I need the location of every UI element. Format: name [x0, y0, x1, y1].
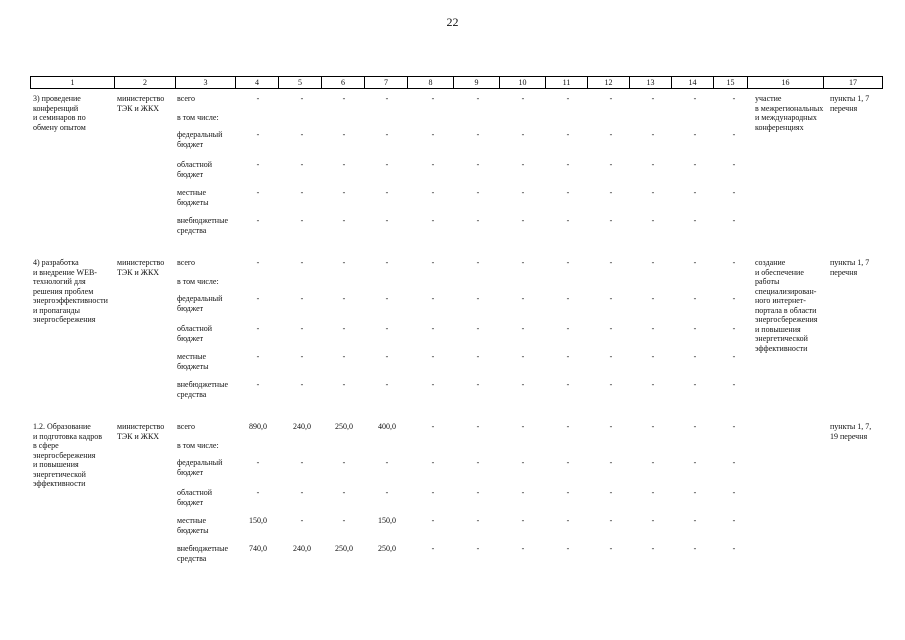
funding-value: - — [431, 488, 435, 497]
funding-source-label: внебюджетные средства — [177, 216, 228, 235]
responsible-ministry: министерство ТЭК и ЖКХ — [117, 422, 165, 441]
funding-value: - — [732, 130, 736, 139]
column-header-11: 11 — [546, 77, 588, 89]
funding-value: - — [385, 160, 389, 169]
funding-value: - — [300, 130, 304, 139]
funding-value: - — [300, 258, 304, 267]
funding-value: - — [431, 94, 435, 103]
funding-value: - — [342, 160, 346, 169]
funding-value: - — [385, 258, 389, 267]
column-header-9: 9 — [454, 77, 500, 89]
funding-source-label: всего — [177, 258, 196, 267]
funding-value: - — [732, 258, 736, 267]
funding-value: - — [693, 160, 697, 169]
funding-value: - — [521, 130, 525, 139]
funding-value: - — [476, 216, 480, 225]
funding-value: - — [342, 352, 346, 361]
funding-source-label: местные бюджеты — [177, 516, 209, 535]
funding-value: - — [693, 258, 697, 267]
column-header-3: 3 — [176, 77, 236, 89]
funding-value: - — [566, 380, 570, 389]
funding-value: - — [566, 324, 570, 333]
funding-value: - — [300, 324, 304, 333]
funding-value: - — [566, 160, 570, 169]
column-header-2: 2 — [115, 77, 176, 89]
funding-value: - — [431, 544, 435, 553]
funding-source-label: областной бюджет — [177, 488, 213, 507]
funding-value: - — [521, 458, 525, 467]
measure-title: 1.2. Образование и подготовка кадров в сфере энергосбережения и повышения энергетической эффективности — [33, 422, 103, 488]
funding-value: - — [732, 94, 736, 103]
funding-value: - — [521, 94, 525, 103]
funding-value: - — [566, 488, 570, 497]
funding-value: - — [732, 516, 736, 525]
funding-value: - — [651, 294, 655, 303]
funding-value: - — [693, 188, 697, 197]
funding-value: - — [732, 544, 736, 553]
funding-value: - — [476, 258, 480, 267]
funding-source-label: федеральный бюджет — [177, 130, 223, 149]
funding-value: - — [342, 258, 346, 267]
funding-value: - — [566, 188, 570, 197]
column-header-1: 1 — [31, 77, 115, 89]
funding-value: - — [732, 324, 736, 333]
funding-source-label: федеральный бюджет — [177, 458, 223, 477]
funding-value: - — [732, 488, 736, 497]
funding-value: - — [342, 294, 346, 303]
funding-value: - — [300, 294, 304, 303]
funding-value: - — [300, 188, 304, 197]
funding-value: - — [732, 352, 736, 361]
funding-value: - — [521, 380, 525, 389]
funding-value: - — [609, 380, 613, 389]
funding-value: - — [693, 352, 697, 361]
funding-value: 250,0 — [378, 544, 396, 553]
measure-title: 3) проведение конференций и семинаров по обмену опытом — [33, 94, 86, 132]
funding-value: - — [431, 422, 435, 431]
funding-value: - — [521, 324, 525, 333]
funding-value: - — [256, 130, 260, 139]
funding-value: - — [566, 216, 570, 225]
funding-source-label: в том числе: — [177, 441, 219, 450]
funding-value: - — [732, 188, 736, 197]
funding-value: - — [431, 216, 435, 225]
funding-value: - — [342, 188, 346, 197]
funding-source-label: всего — [177, 422, 196, 431]
funding-value: - — [521, 544, 525, 553]
funding-value: - — [342, 516, 346, 525]
funding-value: - — [476, 380, 480, 389]
funding-value: - — [609, 422, 613, 431]
funding-value: - — [300, 488, 304, 497]
funding-value: - — [431, 188, 435, 197]
funding-value: - — [342, 458, 346, 467]
funding-value: - — [609, 160, 613, 169]
funding-value: - — [521, 188, 525, 197]
column-header-5: 5 — [279, 77, 322, 89]
funding-value: - — [732, 458, 736, 467]
column-header-17: 17 — [824, 77, 883, 89]
funding-source-label: местные бюджеты — [177, 188, 209, 207]
funding-value: - — [476, 422, 480, 431]
funding-value: - — [385, 324, 389, 333]
funding-value: - — [651, 380, 655, 389]
column-header-16: 16 — [748, 77, 824, 89]
funding-value: - — [385, 94, 389, 103]
funding-value: - — [300, 516, 304, 525]
funding-value: 250,0 — [335, 422, 353, 431]
funding-value: - — [256, 324, 260, 333]
responsible-ministry: министерство ТЭК и ЖКХ — [117, 94, 165, 113]
funding-value: 240,0 — [293, 422, 311, 431]
funding-value: - — [342, 216, 346, 225]
funding-value: - — [256, 488, 260, 497]
funding-source-label: внебюджетные средства — [177, 544, 228, 563]
funding-value: - — [693, 294, 697, 303]
funding-value: - — [693, 422, 697, 431]
funding-value: - — [342, 380, 346, 389]
funding-value: - — [732, 216, 736, 225]
funding-value: - — [693, 324, 697, 333]
funding-value: - — [300, 94, 304, 103]
funding-value: 150,0 — [378, 516, 396, 525]
funding-value: - — [566, 94, 570, 103]
funding-value: - — [256, 380, 260, 389]
funding-value: - — [521, 422, 525, 431]
funding-value: - — [431, 324, 435, 333]
funding-value: - — [566, 516, 570, 525]
funding-value: - — [566, 294, 570, 303]
funding-value: - — [732, 422, 736, 431]
funding-source-label: внебюджетные средства — [177, 380, 228, 399]
funding-value: - — [431, 352, 435, 361]
funding-value: - — [732, 294, 736, 303]
funding-value: - — [521, 258, 525, 267]
funding-value: - — [476, 324, 480, 333]
funding-value: - — [431, 130, 435, 139]
column-header-8: 8 — [408, 77, 454, 89]
funding-source-label: всего — [177, 94, 196, 103]
funding-value: - — [431, 516, 435, 525]
funding-value: - — [385, 488, 389, 497]
funding-value: - — [385, 216, 389, 225]
funding-value: - — [651, 130, 655, 139]
funding-value: - — [651, 188, 655, 197]
funding-value: 890,0 — [249, 422, 267, 431]
funding-value: - — [476, 544, 480, 553]
funding-value: - — [521, 516, 525, 525]
funding-value: - — [256, 458, 260, 467]
list-points: пункты 1, 7 перечня — [830, 258, 870, 277]
funding-source-label: в том числе: — [177, 277, 219, 286]
funding-value: - — [651, 160, 655, 169]
column-header-14: 14 — [672, 77, 714, 89]
funding-value: - — [732, 380, 736, 389]
funding-value: - — [342, 130, 346, 139]
funding-value: - — [300, 380, 304, 389]
column-header-7: 7 — [365, 77, 408, 89]
funding-value: - — [476, 130, 480, 139]
funding-value: - — [651, 458, 655, 467]
funding-value: - — [609, 94, 613, 103]
funding-value: - — [431, 458, 435, 467]
page-number: 22 — [446, 15, 459, 29]
funding-value: - — [609, 324, 613, 333]
funding-value: - — [256, 160, 260, 169]
funding-value: - — [651, 544, 655, 553]
funding-value: - — [651, 258, 655, 267]
funding-value: - — [385, 188, 389, 197]
funding-value: - — [476, 94, 480, 103]
funding-value: - — [609, 130, 613, 139]
funding-value: - — [521, 488, 525, 497]
funding-value: - — [693, 544, 697, 553]
expected-result: участие в межрегиональных и международных конференциях — [755, 94, 824, 132]
funding-value: - — [693, 458, 697, 467]
funding-value: 150,0 — [249, 516, 267, 525]
funding-source-label: областной бюджет — [177, 324, 213, 343]
funding-value: - — [476, 458, 480, 467]
funding-value: - — [651, 516, 655, 525]
funding-value: - — [693, 216, 697, 225]
funding-value: - — [521, 160, 525, 169]
funding-value: - — [521, 216, 525, 225]
funding-value: - — [476, 488, 480, 497]
funding-value: - — [300, 160, 304, 169]
funding-value: 250,0 — [335, 544, 353, 553]
funding-value: - — [476, 188, 480, 197]
funding-value: - — [609, 352, 613, 361]
expected-result: создание и обеспечение работы специализирован- ного интернет- портала в области энергосбережения и повышения энергетической эффективности — [755, 258, 818, 353]
funding-value: - — [431, 258, 435, 267]
funding-value: - — [693, 94, 697, 103]
column-header-12: 12 — [588, 77, 630, 89]
funding-value: - — [300, 458, 304, 467]
funding-value: - — [651, 488, 655, 497]
funding-value: - — [385, 380, 389, 389]
funding-value: - — [651, 352, 655, 361]
funding-value: - — [651, 422, 655, 431]
funding-value: 400,0 — [378, 422, 396, 431]
funding-source-label: в том числе: — [177, 113, 219, 122]
funding-value: - — [609, 516, 613, 525]
funding-value: - — [693, 380, 697, 389]
funding-value: - — [431, 294, 435, 303]
funding-value: 740,0 — [249, 544, 267, 553]
funding-source-label: областной бюджет — [177, 160, 213, 179]
column-header-13: 13 — [630, 77, 672, 89]
column-header-15: 15 — [714, 77, 748, 89]
funding-value: - — [609, 258, 613, 267]
funding-value: - — [342, 488, 346, 497]
funding-value: - — [431, 380, 435, 389]
column-header-10: 10 — [500, 77, 546, 89]
funding-value: - — [431, 160, 435, 169]
funding-value: - — [256, 258, 260, 267]
funding-value: - — [521, 294, 525, 303]
funding-value: - — [476, 160, 480, 169]
funding-source-label: федеральный бюджет — [177, 294, 223, 313]
funding-value: - — [300, 352, 304, 361]
funding-value: - — [256, 352, 260, 361]
funding-value: - — [609, 188, 613, 197]
funding-value: - — [566, 258, 570, 267]
funding-value: - — [693, 516, 697, 525]
funding-value: - — [693, 130, 697, 139]
funding-value: - — [256, 294, 260, 303]
funding-value: - — [732, 160, 736, 169]
funding-value: - — [385, 458, 389, 467]
funding-value: - — [693, 488, 697, 497]
funding-value: - — [342, 324, 346, 333]
funding-source-label: местные бюджеты — [177, 352, 209, 371]
funding-value: - — [385, 130, 389, 139]
funding-value: 240,0 — [293, 544, 311, 553]
funding-value: - — [609, 544, 613, 553]
funding-value: - — [566, 352, 570, 361]
funding-value: - — [566, 130, 570, 139]
column-header-4: 4 — [236, 77, 279, 89]
funding-value: - — [609, 294, 613, 303]
list-points: пункты 1, 7 перечня — [830, 94, 870, 113]
funding-value: - — [651, 216, 655, 225]
funding-value: - — [476, 294, 480, 303]
measure-title: 4) разработка и внедрение WEB- технологий для решения проблем энергоэффективности и пропаганды энергосбережения — [33, 258, 108, 324]
funding-value: - — [256, 94, 260, 103]
funding-value: - — [256, 216, 260, 225]
funding-value: - — [385, 352, 389, 361]
funding-value: - — [566, 422, 570, 431]
funding-value: - — [342, 94, 346, 103]
column-header-6: 6 — [322, 77, 365, 89]
funding-value: - — [385, 294, 389, 303]
funding-value: - — [300, 216, 304, 225]
funding-value: - — [609, 488, 613, 497]
funding-value: - — [609, 458, 613, 467]
funding-value: - — [256, 188, 260, 197]
funding-value: - — [476, 516, 480, 525]
funding-value: - — [651, 324, 655, 333]
funding-value: - — [476, 352, 480, 361]
responsible-ministry: министерство ТЭК и ЖКХ — [117, 258, 165, 277]
funding-value: - — [609, 216, 613, 225]
funding-value: - — [566, 544, 570, 553]
funding-value: - — [521, 352, 525, 361]
funding-value: - — [651, 94, 655, 103]
funding-value: - — [566, 458, 570, 467]
list-points: пункты 1, 7, 19 перечня — [830, 422, 872, 441]
